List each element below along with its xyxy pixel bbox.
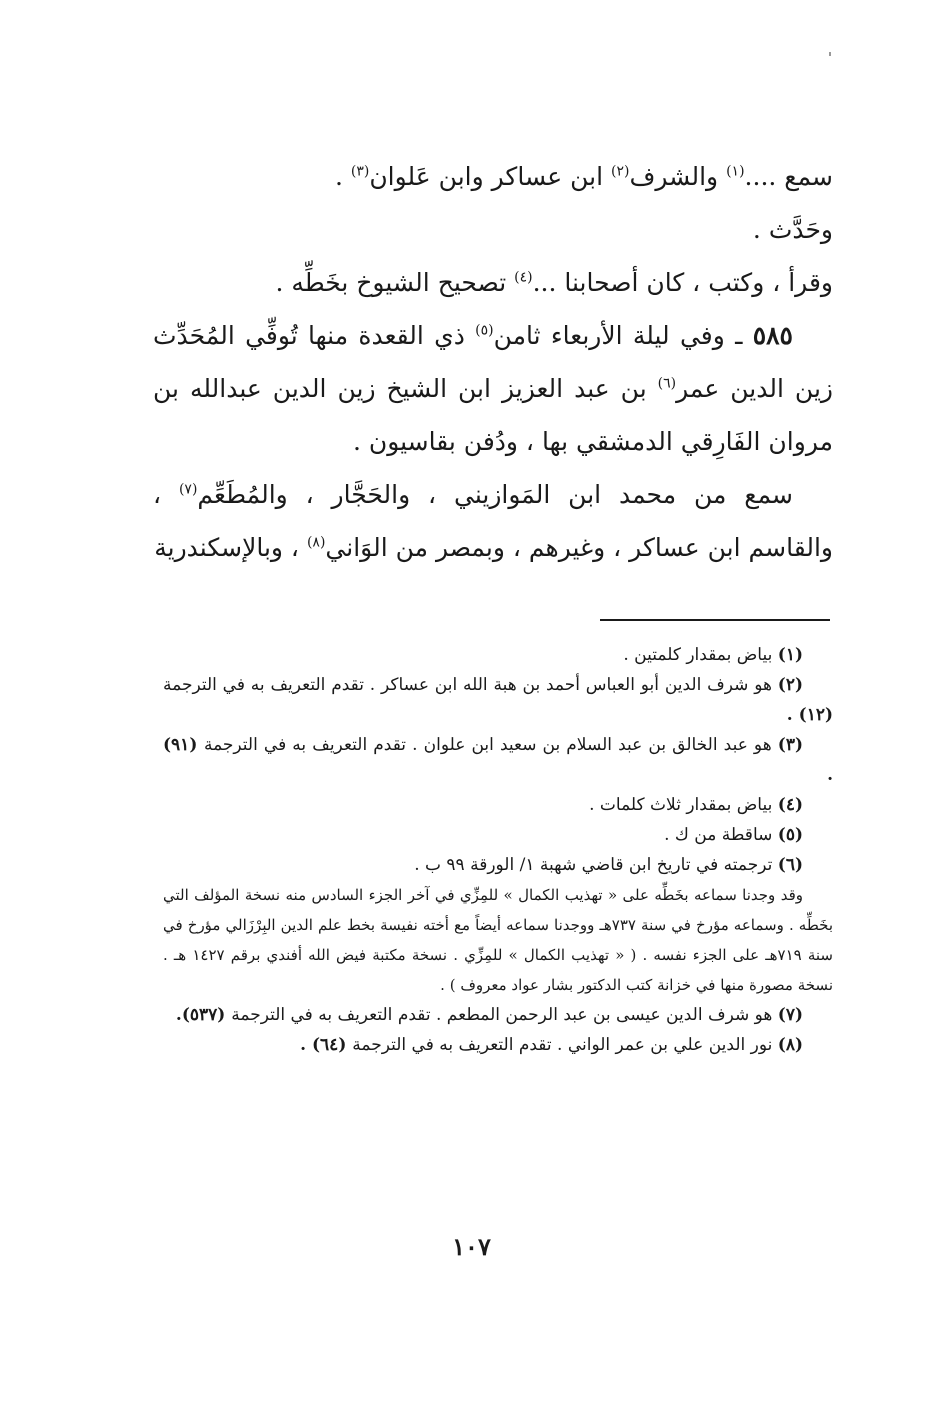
footnote-6-note: وقد وجدنا سماعه بخَطِّه على « تهذيب الكمال » للمِزِّي في آخر الجزء السادس منه نسخة المؤلف التي بخَطِّه . وسماعه مؤرخ في سنة ٧٣٧هـ ووجدنا سماعه أيضاً مع أخته نفيسة بخط علم الدين البِرْزَالي مؤرخ في سنة ٧١٩هـ على الجزء نفسه . ( « تهذيب الكمال » للمِزِّي . نسخة مكتبة فيض الله أفندي برقم ١٤٢٧ هـ . نسخة مصورة منها في خزانة كتب الدكتور بشار عواد معروف ) . bbox=[163, 886, 834, 994]
footnote-3: (٣) هو عبد الخالق بن عبد السلام بن سعيد ابن علوان . تقدم التعريف به في الترجمة (٩١) . bbox=[163, 735, 833, 785]
main-text bbox=[153, 150, 833, 574]
footnote-divider bbox=[600, 619, 830, 621]
footnote-ref: (١) bbox=[726, 163, 745, 180]
ink-speck bbox=[829, 52, 831, 56]
footnote-ref: (٨) bbox=[306, 534, 326, 551]
footnote-7: (٧) هو شرف الدين عيسى بن عبد الرحمن المطعم . تقدم التعريف به في الترجمة (٥٣٧). bbox=[175, 1005, 803, 1025]
main-line: سمع ....$^{(١)}$ والشرف$^{(٢)}$ ابن عساكر وابن عَلوان$^{(٣)}$ . bbox=[334, 162, 833, 191]
main-line: وقرأ ، وكتب ، كان أصحابنا ...$^{(٤)}$ تصحيح الشيوخ بخَطِّه . bbox=[275, 268, 833, 297]
footnote-ref: (٣) bbox=[350, 163, 370, 180]
footnote-ref: (٧) bbox=[178, 481, 198, 498]
footnote-ref: (٦) bbox=[657, 375, 677, 392]
footnotes bbox=[163, 640, 833, 1060]
footnote-ref: (٢) bbox=[611, 163, 630, 180]
footnote-1: (١) بياض بمقدار كلمتين . bbox=[623, 645, 803, 665]
main-paragraph: سمع من محمد ابن المَوازيني ، والحَجَّار ، والمُطَعِّم$^{(٧)}$ ، والقاسم ابن عساكر ، وغيرهم ، وبمصر من الوَاني$^{(٨)}$ ، وبالإسكندرية bbox=[153, 480, 833, 562]
footnote-6: (٦) ترجمته في تاريخ ابن قاضي شهبة ١/ الورقة ٩٩ ب . bbox=[414, 855, 803, 875]
main-line: وحَدَّث . bbox=[752, 215, 833, 244]
footnote-5: (٥) ساقطة من ك . bbox=[664, 825, 803, 845]
footnote-4: (٤) بياض بمقدار ثلاث كلمات . bbox=[589, 795, 803, 815]
footnote-2: (٢) هو شرف الدين أبو العباس أحمد بن هبة الله ابن عساكر . تقدم التعريف به في الترجمة (١٢) . bbox=[163, 675, 833, 725]
footnote-ref: (٥) bbox=[475, 322, 494, 339]
entry-paragraph: ٥٨٥ ـ وفي ليلة الأربعاء ثامن$^{(٥)}$ ذي القعدة منها تُوفِّي المُحَدِّث زين الدين عمر$^{(٦)}$ بن عبد العزيز ابن الشيخ زين الدين عبدالله بن مروان الفَارِقي الدمشقي بها ، ودُفن بقاسيون . bbox=[153, 321, 833, 456]
footnote-ref: (٤) bbox=[514, 269, 533, 286]
footnote-8: (٨) نور الدين علي بن عمر الواني . تقدم التعريف به في الترجمة (٦٤) . bbox=[300, 1035, 803, 1055]
page-number: ١٠٧ bbox=[452, 1232, 491, 1261]
entry-number: ٥٨٥ bbox=[752, 321, 793, 350]
